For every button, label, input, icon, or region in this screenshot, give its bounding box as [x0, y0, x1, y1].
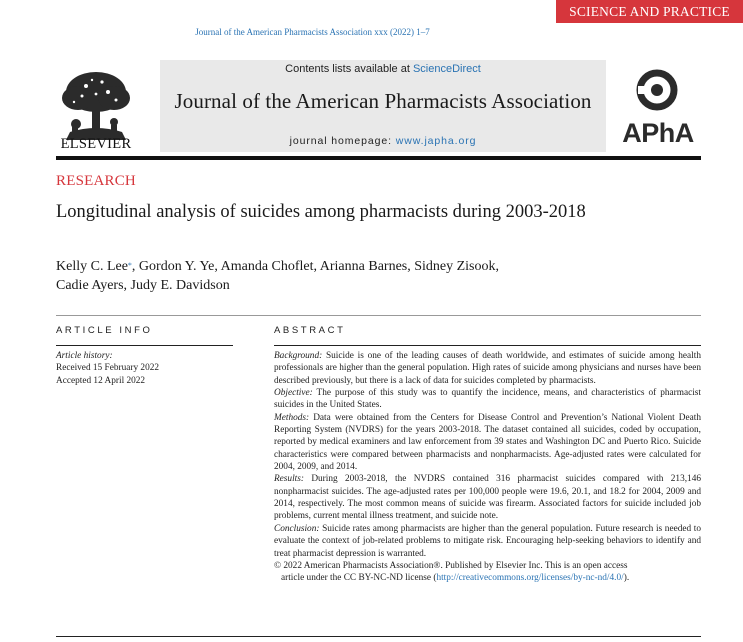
license-line [274, 572, 701, 584]
results-text: During 2003-2018, the NVDRS contained 316 pharmacist suicides compared with 213,146 nonpharmacist suicides. The age-adjusted rates per 100,000 people were 19.6, 20.1, and 18.2 for 2004, 2009 and 2014, respectively. The most common means of suicide was firearm. Associated factors for suicide included job problems, current mental illness treatment, and suicide note. [274, 474, 701, 522]
journal-homepage-line [160, 135, 606, 147]
received-date: Received 15 February 2022 [56, 363, 160, 374]
contents-prefix: Contents lists available at [285, 63, 413, 75]
apha-wordmark[interactable]: APhA [622, 118, 694, 148]
abstract-background [274, 350, 701, 387]
authors-rest-line1: , Gordon Y. Ye, Amanda Choflet, Arianna Barnes, Sidney Zisook, [131, 259, 500, 274]
history-label: Article history: [56, 351, 113, 361]
footer-divider [56, 636, 701, 637]
abstract-conclusion [274, 523, 701, 560]
accepted-date: Accepted 12 April 2022 [56, 375, 146, 386]
journal-masthead [56, 60, 701, 158]
license-suffix: ). [623, 573, 630, 584]
license-prefix: article under the CC BY-NC-ND license ( [281, 573, 437, 584]
background-label: Background: [274, 351, 323, 361]
author-first[interactable]: Kelly C. Lee [56, 259, 128, 274]
masthead-divider [56, 156, 701, 160]
copyright-notice [274, 560, 701, 585]
article-title: Longitudinal analysis of suicides among pharmacists during 2003-2018 [56, 202, 586, 222]
abstract-objective [274, 387, 701, 412]
methods-text: Data were obtained from the Centers for Disease Control and Prevention’s National Violent Death Reporting System (NVDRS) for the years 2003-2018. The dataset contained all suicides, coded by occupation, reported by medical examiners and law enforcement from 39 states and Washington DC and Puerto Rico. Suicide characteristics were compared between pharmacists and nonpharmacists. Age-adjusted rates were calculated for 2004, 2009, and 2014. [274, 412, 701, 473]
license-link[interactable]: http://creativecommons.org/licenses/by-nc-nd/4.0/ [436, 573, 624, 584]
abstract-body [274, 350, 701, 585]
section-badge: SCIENCE AND PRACTICE [556, 0, 743, 23]
journal-name: Journal of the American Pharmacists Association [174, 89, 592, 113]
contents-line [160, 63, 606, 75]
corresponding-author-mark[interactable]: * [127, 261, 132, 270]
homepage-prefix: journal homepage: [289, 135, 396, 147]
abstract-heading: ABSTRACT [274, 325, 346, 336]
header-divider [56, 315, 701, 316]
objective-text: The purpose of this study was to quantify the incidence, means, and characteristics of pharmacist suicides in the United States. [274, 388, 701, 411]
objective-label: Objective: [274, 388, 313, 399]
sciencedirect-link[interactable]: ScienceDirect [412, 63, 481, 75]
authors-line2: Cadie Ayers, Judy E. Davidson [56, 278, 230, 293]
article-section-label: RESEARCH [56, 173, 136, 189]
abstract-methods [274, 412, 701, 474]
elsevier-wordmark[interactable]: ELSEVIER [60, 136, 132, 152]
homepage-link[interactable]: www.japha.org [395, 135, 477, 147]
abstract-rule [274, 345, 701, 346]
conclusion-text: Suicide rates among pharmacists are higher than the general population. Future research is needed to evaluate the context of job-related problems to mitigate risk. Encouraging help-seeking behaviors to identify and treat pharmacist depression is warranted. [274, 523, 701, 559]
article-info-heading: ARTICLE INFO [56, 325, 153, 336]
methods-label: Methods: [274, 412, 310, 423]
background-text: Suicide is one of the leading causes of death worldwide, and estimates of suicide among health professionals are higher than the general population. High rates of suicide among physicians and nurses have been described previously, but there is a lack of data for suicides completed by pharmacists. [274, 351, 701, 386]
abstract-results [274, 473, 701, 522]
author-list [56, 257, 616, 295]
article-history [56, 350, 233, 387]
article-info-rule [56, 345, 233, 346]
results-label: Results: [274, 474, 304, 485]
journal-citation[interactable]: Journal of the American Pharmacists Association xxx (2022) 1–7 [195, 27, 430, 37]
conclusion-label: Conclusion: [274, 523, 320, 534]
copyright-text: © 2022 American Pharmacists Association®. Published by Elsevier Inc. This is an open access [274, 560, 628, 571]
journal-info-box [160, 60, 606, 152]
